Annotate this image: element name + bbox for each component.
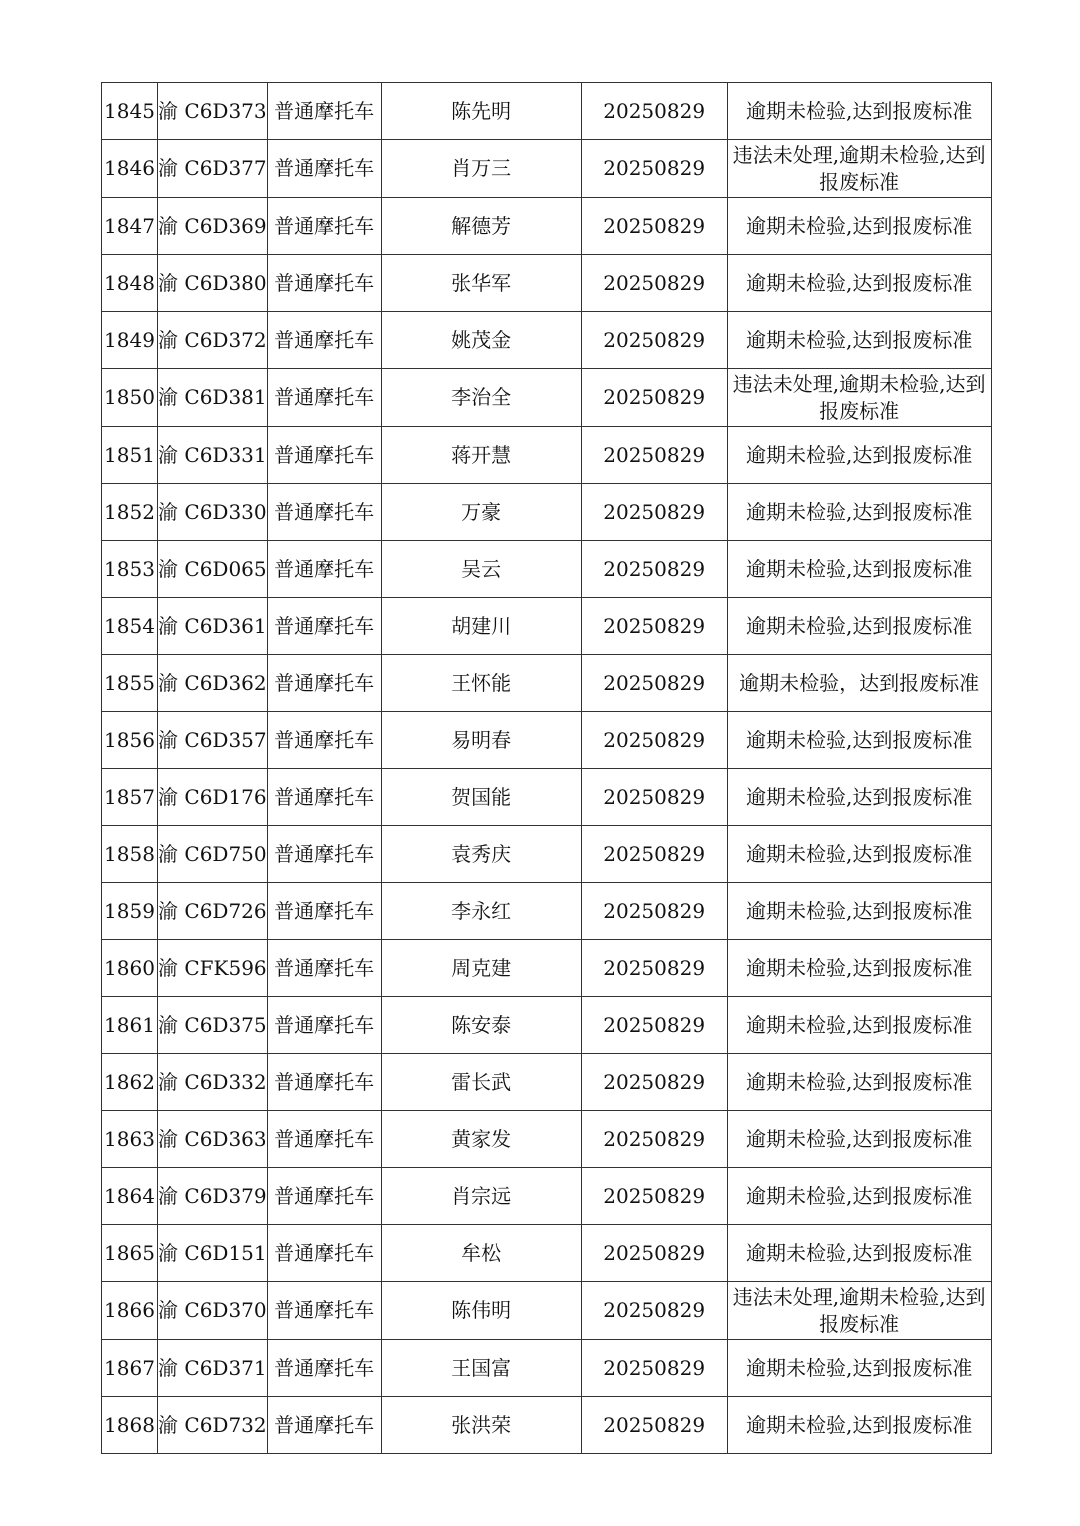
table-row: [102, 427, 992, 484]
plate-number: 渝 C6D379: [158, 1168, 268, 1225]
plate-number: 渝 C6D065: [158, 541, 268, 598]
record-date: 20250829: [581, 1054, 727, 1111]
reason-text: 逾期未检验，达到报废标准: [727, 655, 991, 712]
owner-name: 肖宗远: [381, 1168, 581, 1225]
owner-name: 肖万三: [381, 140, 581, 198]
table-row: [102, 83, 992, 140]
vehicle-type: 普通摩托车: [267, 427, 381, 484]
record-date: 20250829: [581, 940, 727, 997]
record-date: 20250829: [581, 712, 727, 769]
owner-name: 万豪: [381, 484, 581, 541]
reason-text: 违法未处理,逾期未检验,达到报废标准: [727, 140, 991, 198]
table-row: [102, 541, 992, 598]
table-row: [102, 369, 992, 427]
owner-name: 蒋开慧: [381, 427, 581, 484]
plate-number: 渝 C6D176: [158, 769, 268, 826]
table-row: [102, 598, 992, 655]
vehicle-type: 普通摩托车: [267, 712, 381, 769]
vehicle-type: 普通摩托车: [267, 484, 381, 541]
record-date: 20250829: [581, 826, 727, 883]
row-number: 1854: [102, 598, 158, 655]
vehicle-type: 普通摩托车: [267, 655, 381, 712]
record-date: 20250829: [581, 1397, 727, 1454]
vehicle-type: 普通摩托车: [267, 140, 381, 198]
plate-number: 渝 C6D362: [158, 655, 268, 712]
owner-name: 李永红: [381, 883, 581, 940]
record-date: 20250829: [581, 427, 727, 484]
record-date: 20250829: [581, 1168, 727, 1225]
plate-number: 渝 C6D361: [158, 598, 268, 655]
record-date: 20250829: [581, 140, 727, 198]
owner-name: 陈先明: [381, 83, 581, 140]
owner-name: 黄家发: [381, 1111, 581, 1168]
table-row: [102, 655, 992, 712]
table-row: [102, 826, 992, 883]
table-row: [102, 1282, 992, 1340]
table-row: [102, 484, 992, 541]
owner-name: 张洪荣: [381, 1397, 581, 1454]
owner-name: 王国富: [381, 1340, 581, 1397]
table-row: [102, 769, 992, 826]
plate-number: 渝 C6D369: [158, 198, 268, 255]
owner-name: 解德芳: [381, 198, 581, 255]
row-number: 1859: [102, 883, 158, 940]
vehicle-type: 普通摩托车: [267, 883, 381, 940]
row-number: 1868: [102, 1397, 158, 1454]
row-number: 1860: [102, 940, 158, 997]
record-date: 20250829: [581, 883, 727, 940]
row-number: 1856: [102, 712, 158, 769]
plate-number: 渝 C6D372: [158, 312, 268, 369]
owner-name: 陈安泰: [381, 997, 581, 1054]
vehicle-type: 普通摩托车: [267, 598, 381, 655]
row-number: 1849: [102, 312, 158, 369]
reason-text: 逾期未检验,达到报废标准: [727, 484, 991, 541]
row-number: 1848: [102, 255, 158, 312]
vehicle-type: 普通摩托车: [267, 940, 381, 997]
row-number: 1847: [102, 198, 158, 255]
reason-text: 逾期未检验,达到报废标准: [727, 541, 991, 598]
record-date: 20250829: [581, 1282, 727, 1340]
owner-name: 雷长武: [381, 1054, 581, 1111]
owner-name: 牟松: [381, 1225, 581, 1282]
vehicle-type: 普通摩托车: [267, 541, 381, 598]
table-row: [102, 198, 992, 255]
row-number: 1853: [102, 541, 158, 598]
table-row: [102, 140, 992, 198]
owner-name: 陈伟明: [381, 1282, 581, 1340]
table-row: [102, 712, 992, 769]
table-row: [102, 312, 992, 369]
plate-number: 渝 C6D380: [158, 255, 268, 312]
record-date: 20250829: [581, 369, 727, 427]
vehicle-type: 普通摩托车: [267, 1225, 381, 1282]
reason-text: 逾期未检验,达到报废标准: [727, 1168, 991, 1225]
plate-number: 渝 C6D330: [158, 484, 268, 541]
record-date: 20250829: [581, 541, 727, 598]
plate-number: 渝 C6D357: [158, 712, 268, 769]
vehicle-table: [101, 82, 992, 1454]
record-date: 20250829: [581, 655, 727, 712]
owner-name: 胡建川: [381, 598, 581, 655]
reason-text: 违法未处理,逾期未检验,达到报废标准: [727, 369, 991, 427]
vehicle-type: 普通摩托车: [267, 255, 381, 312]
vehicle-type: 普通摩托车: [267, 1111, 381, 1168]
vehicle-type: 普通摩托车: [267, 198, 381, 255]
vehicle-type: 普通摩托车: [267, 1054, 381, 1111]
table-row: [102, 1225, 992, 1282]
record-date: 20250829: [581, 83, 727, 140]
plate-number: 渝 C6D375: [158, 997, 268, 1054]
plate-number: 渝 C6D370: [158, 1282, 268, 1340]
vehicle-type: 普通摩托车: [267, 1282, 381, 1340]
row-number: 1865: [102, 1225, 158, 1282]
reason-text: 逾期未检验,达到报废标准: [727, 826, 991, 883]
vehicle-type: 普通摩托车: [267, 997, 381, 1054]
row-number: 1858: [102, 826, 158, 883]
plate-number: 渝 C6D381: [158, 369, 268, 427]
table-row: [102, 1397, 992, 1454]
reason-text: 逾期未检验,达到报废标准: [727, 255, 991, 312]
owner-name: 吴云: [381, 541, 581, 598]
table-row: [102, 1054, 992, 1111]
reason-text: 逾期未检验,达到报废标准: [727, 83, 991, 140]
vehicle-type: 普通摩托车: [267, 1397, 381, 1454]
vehicle-type: 普通摩托车: [267, 769, 381, 826]
record-date: 20250829: [581, 598, 727, 655]
record-date: 20250829: [581, 198, 727, 255]
record-date: 20250829: [581, 255, 727, 312]
vehicle-type: 普通摩托车: [267, 312, 381, 369]
table-row: [102, 255, 992, 312]
table-row: [102, 1111, 992, 1168]
table-body: [102, 83, 992, 1454]
row-number: 1866: [102, 1282, 158, 1340]
record-date: 20250829: [581, 769, 727, 826]
row-number: 1845: [102, 83, 158, 140]
reason-text: 逾期未检验,达到报废标准: [727, 1111, 991, 1168]
reason-text: 逾期未检验,达到报废标准: [727, 598, 991, 655]
plate-number: 渝 CFK596: [158, 940, 268, 997]
reason-text: 逾期未检验,达到报废标准: [727, 940, 991, 997]
row-number: 1852: [102, 484, 158, 541]
reason-text: 逾期未检验,达到报废标准: [727, 312, 991, 369]
owner-name: 李治全: [381, 369, 581, 427]
reason-text: 逾期未检验,达到报废标准: [727, 1225, 991, 1282]
plate-number: 渝 C6D373: [158, 83, 268, 140]
record-date: 20250829: [581, 997, 727, 1054]
vehicle-type: 普通摩托车: [267, 1340, 381, 1397]
table-row: [102, 997, 992, 1054]
plate-number: 渝 C6D750: [158, 826, 268, 883]
vehicle-type: 普通摩托车: [267, 826, 381, 883]
row-number: 1855: [102, 655, 158, 712]
plate-number: 渝 C6D151: [158, 1225, 268, 1282]
row-number: 1867: [102, 1340, 158, 1397]
row-number: 1862: [102, 1054, 158, 1111]
row-number: 1863: [102, 1111, 158, 1168]
reason-text: 逾期未检验,达到报废标准: [727, 198, 991, 255]
plate-number: 渝 C6D331: [158, 427, 268, 484]
reason-text: 逾期未检验,达到报废标准: [727, 769, 991, 826]
vehicle-type: 普通摩托车: [267, 369, 381, 427]
record-date: 20250829: [581, 484, 727, 541]
record-date: 20250829: [581, 1225, 727, 1282]
reason-text: 逾期未检验,达到报废标准: [727, 712, 991, 769]
plate-number: 渝 C6D332: [158, 1054, 268, 1111]
owner-name: 贺国能: [381, 769, 581, 826]
row-number: 1846: [102, 140, 158, 198]
plate-number: 渝 C6D377: [158, 140, 268, 198]
table-row: [102, 1340, 992, 1397]
reason-text: 违法未处理,逾期未检验,达到报废标准: [727, 1282, 991, 1340]
row-number: 1857: [102, 769, 158, 826]
owner-name: 周克建: [381, 940, 581, 997]
owner-name: 王怀能: [381, 655, 581, 712]
owner-name: 易明春: [381, 712, 581, 769]
record-date: 20250829: [581, 1340, 727, 1397]
table-row: [102, 883, 992, 940]
plate-number: 渝 C6D732: [158, 1397, 268, 1454]
row-number: 1850: [102, 369, 158, 427]
reason-text: 逾期未检验,达到报废标准: [727, 1340, 991, 1397]
plate-number: 渝 C6D371: [158, 1340, 268, 1397]
reason-text: 逾期未检验,达到报废标准: [727, 1397, 991, 1454]
owner-name: 张华军: [381, 255, 581, 312]
table-row: [102, 940, 992, 997]
plate-number: 渝 C6D363: [158, 1111, 268, 1168]
row-number: 1861: [102, 997, 158, 1054]
plate-number: 渝 C6D726: [158, 883, 268, 940]
table-row: [102, 1168, 992, 1225]
owner-name: 姚茂金: [381, 312, 581, 369]
row-number: 1864: [102, 1168, 158, 1225]
reason-text: 逾期未检验,达到报废标准: [727, 427, 991, 484]
record-date: 20250829: [581, 1111, 727, 1168]
row-number: 1851: [102, 427, 158, 484]
reason-text: 逾期未检验,达到报废标准: [727, 883, 991, 940]
reason-text: 逾期未检验,达到报废标准: [727, 1054, 991, 1111]
record-date: 20250829: [581, 312, 727, 369]
owner-name: 袁秀庆: [381, 826, 581, 883]
reason-text: 逾期未检验,达到报废标准: [727, 997, 991, 1054]
vehicle-type: 普通摩托车: [267, 83, 381, 140]
vehicle-type: 普通摩托车: [267, 1168, 381, 1225]
